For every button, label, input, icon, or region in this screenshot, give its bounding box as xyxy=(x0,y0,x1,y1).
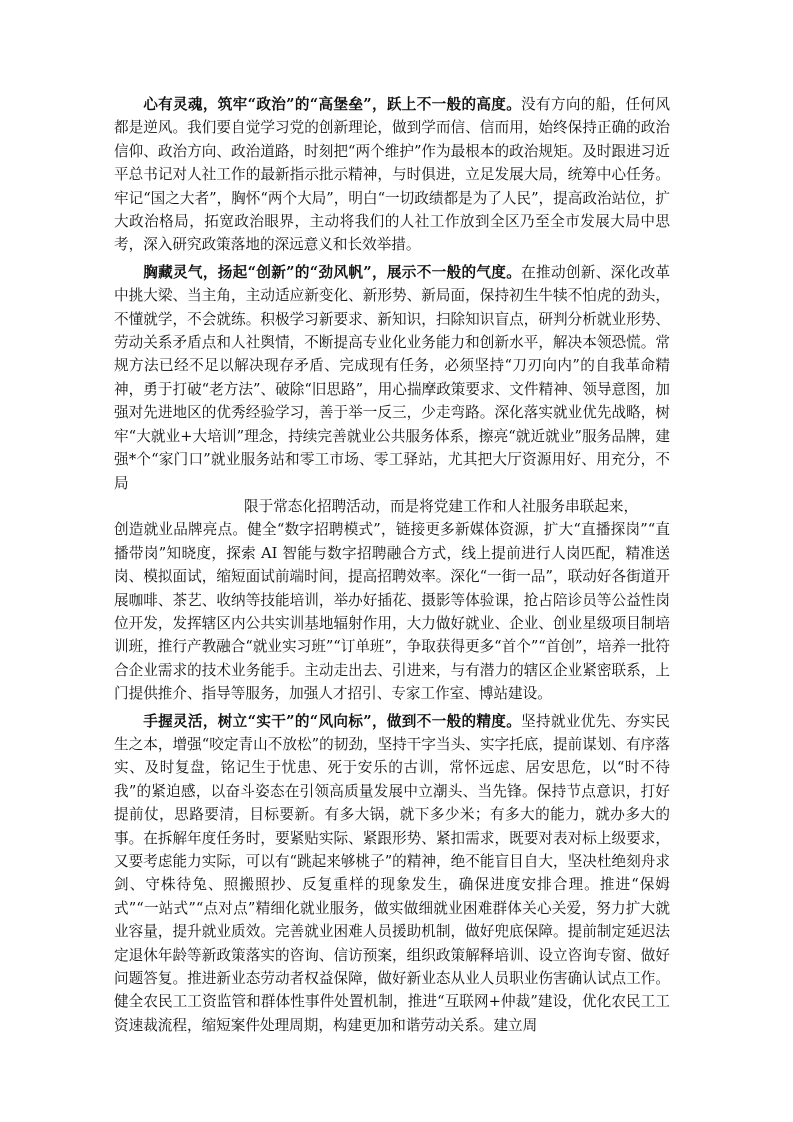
paragraph-body: 没有方向的船，任何风都是逆风。我们要自觉学习党的创新理论，做到学而信、信而用，始终保持正确的政治信仰、政治方向、政治道路，时刻把“两个维护”作为最根本的政治规矩。及时跟进习近平总书记对人社工作的最新指示批示精神，与时俱进，立足发展大局，统筹中心任务。牢记“国之大者”，胸怀“两个大局”，明白“一切政绩都是为了人民”，提高政治站位，扩大政治格局，拓宽政治眼界，主动将我们的人社工作放到全区乃至全市发展大局中思考，深入研究政策落地的深远意义和长效举措。 xyxy=(114,96,670,254)
paragraph-political xyxy=(114,93,670,257)
paragraph-lead: 手握灵活，树立“实干”的“风向标”，做到不一般的精度。 xyxy=(143,712,522,730)
paragraph-gap-line: 限于常态化招聘活动，而是将党建工作和人社服务串联起来， xyxy=(244,497,639,515)
document-page xyxy=(114,93,670,1037)
paragraph-practical xyxy=(114,710,670,1038)
paragraph-innovation xyxy=(114,261,670,706)
paragraph-lead: 心有灵魂，筑牢“政治”的“高堡垒”，跃上不一般的高度。 xyxy=(143,96,522,113)
paragraph-lead: 胸藏灵气，扬起“创新”的“劲风帆”，展示不一般的气度。 xyxy=(143,263,522,281)
paragraph-body: 坚持就业优先、夯实民生之本，增强“咬定青山不放松”的韧劲，坚持干字当头、实字托底，提前谋划、有序落实、及时复盘，铭记生于忧患、死于安乐的古训，常怀远虑、居安思危，以“时不待我”的紧迫感，以奋斗姿态在引领高质量发展中立潮头、当先锋。保持节点意识，打好提前仗，思路要清，目标要新。有多大锅，就下多少米；有多大的能力，就办多大的事。在拆解年度任务时，要紧贴实际、紧跟形势、紧扣需求，既要对表对标上级要求，又要考虑能力实际，可以有“跳起来够桃子”的精神，绝不能盲目自大，坚决杜绝刻舟求剑、守株待兔、照搬照抄、反复重样的现象发生，确保进度安排合理。推进“保姆式”“一站式”“点对点”精细化就业服务，做实做细就业困难群体关心关爱，努力扩大就业容量，提升就业质效。完善就业困难人员援助机制，做好兜底保障。提前制定延迟法定退休年龄等新政策落实的咨询、信访预案，组织政策解释培训、设立咨询专窗、做好问题答复。推进新业态劳动者权益保障，做好新业态从业人员职业伤害确认试点工作。健全农民工工资监管和群体性事件处置机制，推进“互联网+仲裁”建设，优化农民工工资速裁流程，缩短案件处理周期，构建更加和谐劳动关系。建立周 xyxy=(114,712,670,1034)
paragraph-tail: 创造就业品牌亮点。健全“数字招聘模式”，链接更多新媒体资源，扩大“直播探岗”“直播带岗”知晓度，探索 AI 智能与数字招聘融合方式，线上提前进行人岗匹配，精准送岗、模拟面试，缩短面试前端时间，提高招聘效率。深化“一街一品”，联动好各街道开展咖啡、茶艺、收纳等技能培训，举办好插花、摄影等体验课，抢占陪诊员等公益性岗位开发，发挥辖区内公共实训基地辐射作用，大力做好就业、企业、创业星级项目制培训班，推行产教融合“就业实习班”“订单班”，争取获得更多“首个”“首创”，培养一批符合企业需求的技术业务能手。主动走出去、引进来，与有潜力的辖区企业紧密联系，上门提供推介、指导等服务，加强人才招引、专家工作室、博站建设。 xyxy=(114,521,670,703)
paragraph-body: 在推动创新、深化改革中挑大梁、当主角，主动适应新变化、新形势、新局面，保持初生牛犊不怕虎的劲头，不懂就学，不会就练。积极学习新要求、新知识，扫除知识盲点，研判分析就业形势、劳动关系矛盾点和人社舆情，不断提高专业化业务能力和创新水平，解决本领恐慌。常规方法已经不足以解决现存矛盾、完成现有任务，必须坚持“刀刃向内”的自我革命精神，勇于打破“老方法”、破除“旧思路”，用心揣摩政策要求、文件精神、领导意图，加强对先进地区的优秀经验学习，善于举一反三，少走弯路。深化落实就业优先战略，树牢“大就业+大培训”理念，持续完善就业公共服务体系，擦亮“就近就业”服务品牌，建强*个“家门口”就业服务站和零工市场、零工驿站，尤其把大厅资源用好、用充分，不局 xyxy=(114,263,670,492)
